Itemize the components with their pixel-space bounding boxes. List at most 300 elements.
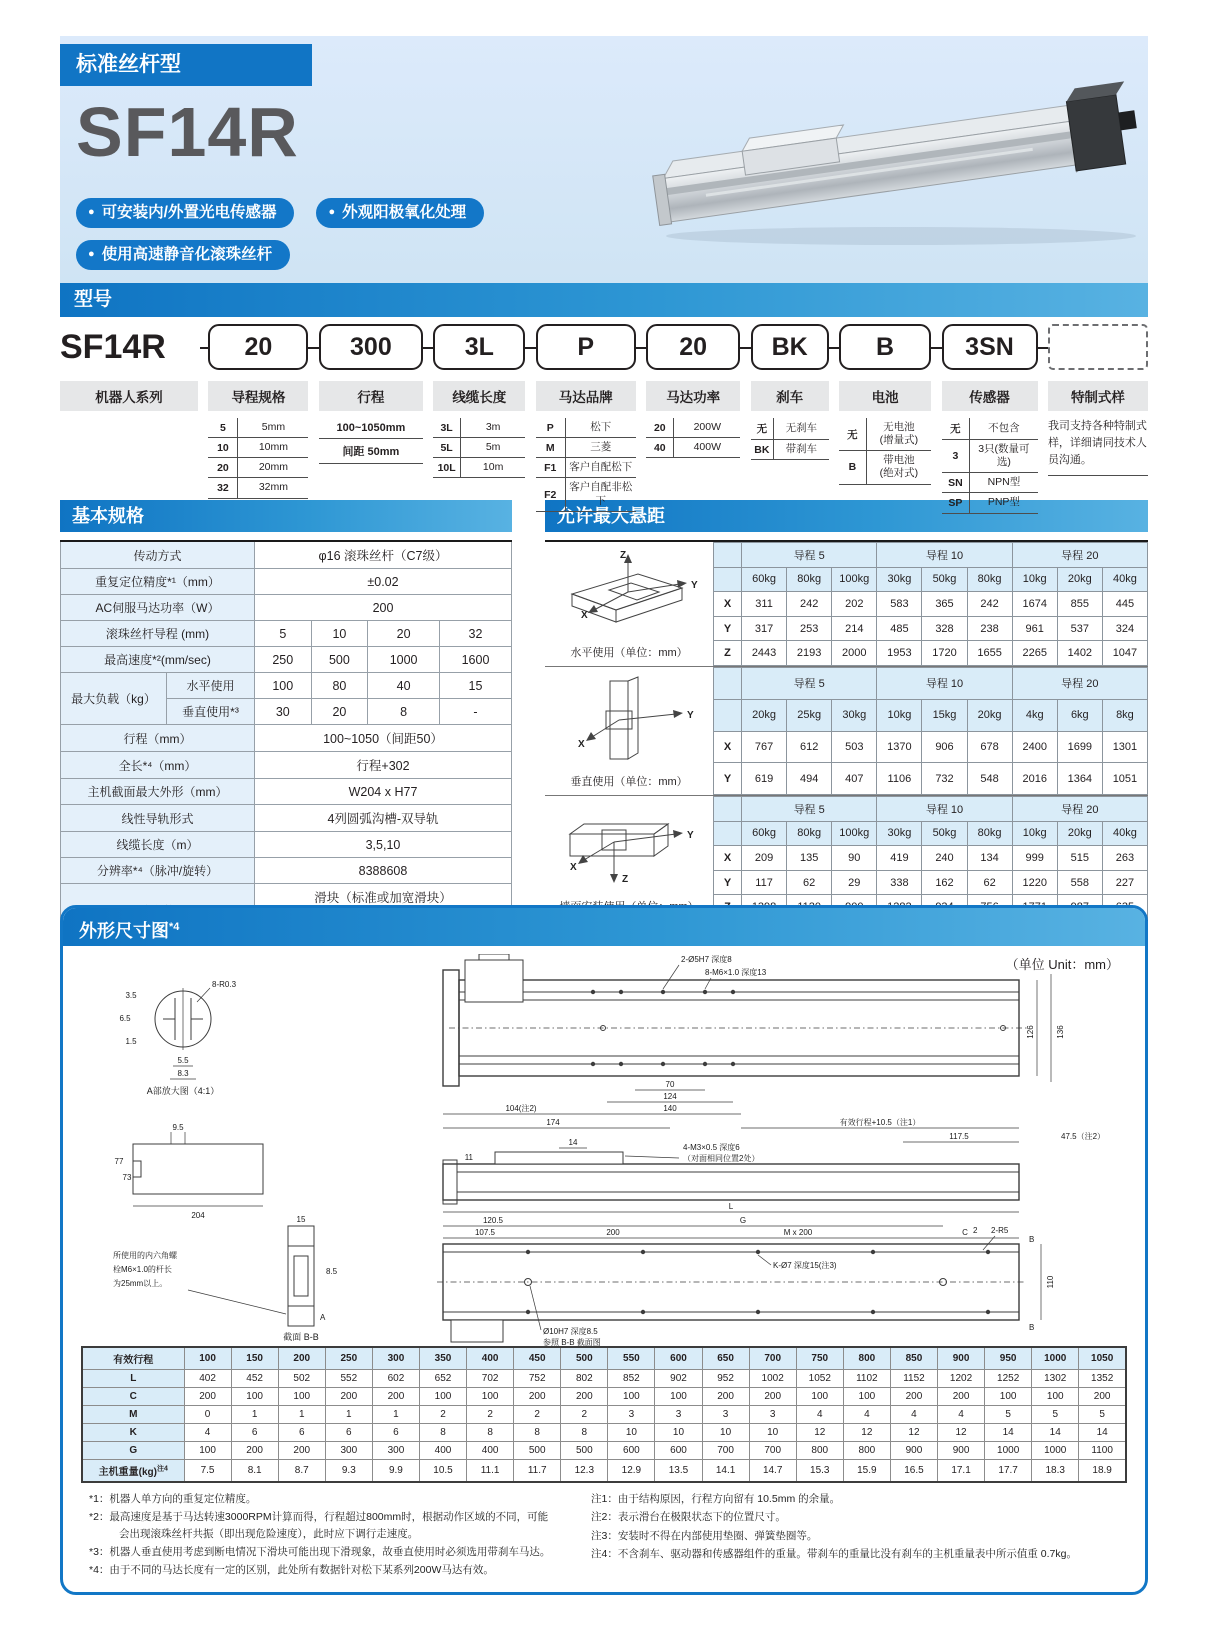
stroke-value: 12.3 — [561, 1460, 608, 1483]
dim-text: 8.5 — [326, 1267, 338, 1276]
stroke-value: 1100 — [1079, 1442, 1126, 1460]
axis-label: Y — [714, 870, 742, 895]
stroke-value: 8 — [514, 1424, 561, 1442]
stroke-value: 100 — [1032, 1388, 1079, 1406]
model-option-label: 5m — [485, 441, 501, 454]
dimension-title-sup: *4 — [169, 921, 180, 933]
overhang-value: 311 — [742, 592, 787, 617]
stroke-value: 3 — [655, 1406, 702, 1424]
overhang-value: 202 — [832, 592, 877, 617]
vertical-use-diagram — [554, 673, 704, 769]
stroke-value: 4 — [796, 1406, 843, 1424]
footnote: *2：最高速度是基于马达转速3000RPM计算而得，行程超过800mm时，根据动作区域的不同，可能会出现滚珠丝杆共振（即出现危险速度），此时应下调行走速度。 — [89, 1511, 549, 1540]
spec-label: 传动方式 — [61, 541, 255, 569]
overhang-value: 1106 — [877, 763, 922, 795]
model-column-label: 线缆长度 — [433, 381, 525, 411]
dim-text: 77 — [114, 1157, 124, 1166]
spec-label: 线缆长度（m） — [61, 832, 255, 858]
model-option-label: 无电池 (增量式) — [879, 421, 919, 447]
model-column-custom — [1048, 324, 1148, 514]
wall-mount-diagram — [554, 802, 704, 894]
model-option-code: 3L — [433, 418, 461, 437]
overhang-group-horizontal — [545, 542, 1148, 666]
overhang-value: 503 — [832, 731, 877, 763]
overhang-value: 2443 — [742, 641, 787, 666]
corner-cell — [714, 543, 742, 568]
load-header: 20kg — [1057, 567, 1102, 592]
overhang-value: 214 — [832, 616, 877, 641]
spec-value: W204 x H77 — [255, 779, 512, 805]
model-option-label: 20mm — [258, 461, 289, 474]
stroke-value: 9.9 — [372, 1460, 419, 1483]
model-option-code: 无 — [839, 418, 867, 450]
overhang-group-wall — [545, 795, 1148, 920]
model-code-box: 3SN — [942, 324, 1038, 370]
load-header: 60kg — [742, 821, 787, 846]
load-header: 50kg — [922, 821, 967, 846]
overhang-value: 134 — [967, 846, 1012, 871]
model-option-code: 20 — [208, 458, 238, 477]
stroke-value: 14.7 — [749, 1460, 796, 1483]
model-option-row — [433, 438, 525, 458]
overhang-value: 537 — [1057, 616, 1102, 641]
stroke-value: 300 — [372, 1442, 419, 1460]
overhang-value: 419 — [877, 846, 922, 871]
stroke-value: 800 — [796, 1442, 843, 1460]
dimension-panel — [60, 905, 1148, 1595]
feature-pill — [76, 198, 294, 228]
footnote: *1：机器人单方向的重复定位精度。 — [89, 1493, 257, 1505]
footnote: *4：由于不同的马达长度有一定的区别，此处所有数据针对松下某系列200W马达有效。 — [89, 1564, 494, 1577]
stroke-value: 200 — [184, 1388, 231, 1406]
overhang-value: 1220 — [1012, 870, 1057, 895]
load-header: 10kg — [877, 699, 922, 731]
stroke-value: 9.3 — [325, 1460, 372, 1483]
dim-text: 110 — [1046, 1275, 1055, 1289]
model-option-label: 400W — [693, 441, 721, 454]
model-option-code: 40 — [646, 438, 674, 457]
model-option-code: SN — [942, 473, 971, 492]
bottom-view — [437, 1216, 1055, 1346]
stroke-value: 452 — [231, 1370, 278, 1388]
stroke-value: 200 — [514, 1388, 561, 1406]
footnote: 注4：不含刹车、驱动器和传感器组件的重量。带刹车的重量比没有刹车的主机重量表中所示值重 0.7kg。 — [591, 1547, 1077, 1560]
stroke-value: 200 — [278, 1442, 325, 1460]
stroke-value: 752 — [514, 1370, 561, 1388]
stroke-value: 200 — [749, 1388, 796, 1406]
overhang-value: 583 — [877, 592, 922, 617]
overhang-value: 1655 — [967, 641, 1012, 666]
stroke-value: 100 — [419, 1388, 466, 1406]
overhang-value: 1699 — [1057, 731, 1102, 763]
model-option-code: B — [839, 451, 867, 483]
spec-value: - — [440, 699, 512, 725]
model-column-label: 机器人系列 — [60, 381, 198, 411]
stroke-value: 852 — [608, 1370, 655, 1388]
spec-sublabel: 垂直使用*³ — [167, 699, 255, 725]
footnotes — [89, 1491, 1125, 1580]
stroke-value: 3 — [608, 1406, 655, 1424]
stroke-value: 1252 — [985, 1370, 1032, 1388]
lead-header: 导程 5 — [742, 668, 877, 700]
spec-label: 分辨率*⁴（脉冲/旋转） — [61, 858, 255, 884]
stroke-value: 18.9 — [1079, 1460, 1126, 1483]
page-title: SF14R — [76, 93, 299, 171]
model-code-box: 3L — [433, 324, 525, 370]
spec-value: 40 — [368, 673, 440, 699]
model-option-label: 200W — [693, 421, 721, 433]
stroke-value: 2 — [561, 1406, 608, 1424]
stroke-header-value: 1050 — [1079, 1347, 1126, 1370]
overhang-value: 515 — [1057, 846, 1102, 871]
axis-z-label: Z — [622, 874, 629, 885]
stroke-value: 16.5 — [890, 1460, 937, 1483]
model-number-section — [60, 324, 1148, 509]
load-header: 20kg — [967, 699, 1012, 731]
dim-text: 2 — [973, 1226, 978, 1235]
model-option-code: 5 — [208, 418, 238, 437]
hole-callout: 参照 B-B 截面图 — [543, 1338, 601, 1346]
dim-text: G — [739, 1216, 747, 1225]
spec-label: 全长*⁴（mm） — [61, 752, 255, 779]
model-column-cable — [433, 324, 525, 514]
overhang-value: 263 — [1102, 846, 1147, 871]
lead-header: 导程 5 — [742, 543, 877, 568]
spec-table — [60, 540, 512, 939]
stroke-value: 8 — [419, 1424, 466, 1442]
spec-value: 32 — [440, 621, 512, 647]
stroke-value: 5 — [985, 1406, 1032, 1424]
stroke-value: 10 — [749, 1424, 796, 1442]
overhang-section — [545, 500, 1148, 922]
model-option-label2: (增量式) — [879, 434, 919, 447]
overhang-value: 485 — [877, 616, 922, 641]
stroke-value: 8.1 — [231, 1460, 278, 1483]
load-header: 25kg — [787, 699, 832, 731]
overhang-value: 324 — [1102, 616, 1147, 641]
overhang-value: 767 — [742, 731, 787, 763]
hole-callout: 4-M3×0.5 深度6 — [683, 1143, 740, 1152]
lead-header: 导程 10 — [877, 797, 1012, 822]
model-option-row — [208, 478, 308, 498]
model-option-label2: (绝对式) — [879, 467, 919, 480]
stroke-header-value: 950 — [985, 1347, 1032, 1370]
load-header: 80kg — [967, 567, 1012, 592]
overhang-value: 2265 — [1012, 641, 1057, 666]
model-option-table — [751, 418, 829, 460]
stroke-value: 2 — [514, 1406, 561, 1424]
overhang-value: 445 — [1102, 592, 1147, 617]
stroke-value: 17.7 — [985, 1460, 1032, 1483]
stroke-value: 1 — [278, 1406, 325, 1424]
spec-label: 线性导轨形式 — [61, 805, 255, 832]
model-option-label: 松下 — [590, 421, 612, 433]
stroke-value: 100 — [796, 1388, 843, 1406]
hole-callout: Ø10H7 深度8.5 — [543, 1327, 598, 1336]
stroke-value: 14.1 — [702, 1460, 749, 1483]
dim-text: 14 — [568, 1138, 578, 1147]
overhang-value: 62 — [967, 870, 1012, 895]
overhang-value: 338 — [877, 870, 922, 895]
side-view — [443, 1138, 1019, 1212]
stroke-value: 100 — [278, 1388, 325, 1406]
load-header: 30kg — [877, 567, 922, 592]
axis-label: Z — [714, 641, 742, 666]
model-option-table — [319, 418, 423, 464]
bullet-icon: ● — [88, 206, 95, 218]
overhang-value: 1047 — [1102, 641, 1147, 666]
overhang-value: 612 — [787, 731, 832, 763]
corner-cell — [714, 668, 742, 700]
model-option-label: PNP型 — [987, 496, 1020, 509]
stroke-value: 900 — [938, 1442, 985, 1460]
stroke-value: 200 — [372, 1388, 419, 1406]
dim-text: L — [728, 1202, 734, 1211]
dimension-banner — [63, 908, 1145, 946]
axis-y-label: Y — [691, 580, 698, 591]
overhang-table — [713, 667, 1148, 795]
stroke-header-value: 150 — [231, 1347, 278, 1370]
model-option-row — [839, 418, 931, 451]
overhang-table — [713, 796, 1148, 920]
overhang-value: 62 — [787, 870, 832, 895]
model-option-row — [536, 458, 636, 478]
hero-section — [60, 36, 1148, 283]
stroke-value: 6 — [372, 1424, 419, 1442]
hole-callout: 2-Ø5H7 深度8 — [681, 955, 732, 964]
load-header: 8kg — [1102, 699, 1147, 731]
overhang-value: 328 — [922, 616, 967, 641]
stroke-value: 1002 — [749, 1370, 796, 1388]
stroke-value: 14 — [1032, 1424, 1079, 1442]
stroke-value: 5 — [1032, 1406, 1079, 1424]
overhang-value: 1364 — [1057, 763, 1102, 795]
model-code-box: P — [536, 324, 636, 370]
spec-value: 250 — [255, 647, 312, 673]
stroke-value: 200 — [325, 1388, 372, 1406]
dim-text: 9.5 — [172, 1123, 184, 1132]
load-header: 100kg — [832, 567, 877, 592]
stroke-value: 1152 — [890, 1370, 937, 1388]
feature-text: 使用高速静音化滚珠丝杆 — [101, 246, 273, 263]
load-header: 15kg — [922, 699, 967, 731]
spec-value: 100~1050（间距50） — [255, 725, 512, 752]
basic-specs-banner: 基本规格 — [60, 500, 512, 532]
spec-value: 500 — [311, 647, 368, 673]
overhang-table-box — [713, 542, 1148, 666]
stroke-value: 1 — [372, 1406, 419, 1424]
stroke-value: 402 — [184, 1370, 231, 1388]
load-header: 50kg — [922, 567, 967, 592]
hole-callout: 8-M6×1.0 深度13 — [705, 968, 767, 977]
model-option-code: BK — [751, 440, 774, 459]
spec-label: 最大负载（kg） — [61, 673, 167, 725]
overhang-value: 548 — [967, 763, 1012, 795]
stroke-row-label: C — [82, 1388, 184, 1406]
footnote: *3：机器人垂直使用考虑到断电情况下滑块可能出现下滑现象，故垂直使用时必须选用带刹车马达。 — [89, 1545, 551, 1558]
stroke-value: 700 — [749, 1442, 796, 1460]
stroke-value: 200 — [231, 1442, 278, 1460]
model-option-row — [536, 478, 636, 511]
spec-label: 行程（mm） — [61, 725, 255, 752]
spec-value: ±0.02 — [255, 569, 512, 595]
spec-value: 5 — [255, 621, 312, 647]
spec-value: 15 — [440, 673, 512, 699]
dim-text: 104(注2) — [505, 1104, 537, 1113]
stroke-row-label: L — [82, 1370, 184, 1388]
stroke-value: 12 — [890, 1424, 937, 1442]
stroke-row-label: 主机重量(kg)$^{注4}$ — [82, 1460, 184, 1483]
stroke-value: 100 — [467, 1388, 514, 1406]
section-caption: 截面 B-B — [283, 1332, 319, 1342]
dimension-title: 外形尺寸图 — [79, 921, 169, 941]
stroke-table-box — [81, 1346, 1127, 1483]
lead-header: 导程 20 — [1012, 797, 1147, 822]
axis-x-label: X — [570, 862, 577, 873]
model-option-table — [839, 418, 931, 485]
spec-value: 1000 — [368, 647, 440, 673]
load-header: 30kg — [877, 821, 922, 846]
load-header: 10kg — [1012, 821, 1057, 846]
stroke-value: 802 — [561, 1370, 608, 1388]
stroke-value: 100 — [184, 1442, 231, 1460]
overhang-group-vertical — [545, 666, 1148, 795]
axis-label: X — [714, 731, 742, 763]
overhang-value: 494 — [787, 763, 832, 795]
stroke-value: 900 — [890, 1442, 937, 1460]
model-column-label: 电池 — [839, 381, 931, 411]
stroke-value: 902 — [655, 1370, 702, 1388]
model-option-label: 5mm — [261, 421, 286, 433]
axis-z-label: Z — [620, 550, 627, 561]
model-code-box: 300 — [319, 324, 423, 370]
hole-callout: K-Ø7 深度15(注3) — [773, 1261, 837, 1270]
stroke-header-value: 350 — [419, 1347, 466, 1370]
footnotes-right — [591, 1491, 1125, 1580]
dim-text: 136 — [1056, 1025, 1065, 1039]
model-option-label: 带刹车 — [785, 443, 818, 455]
model-option-row — [433, 458, 525, 478]
model-option-code: P — [536, 418, 566, 437]
overhang-value: 209 — [742, 846, 787, 871]
stroke-row-label: G — [82, 1442, 184, 1460]
lead-header: 导程 10 — [877, 668, 1012, 700]
load-header: 60kg — [742, 567, 787, 592]
stroke-value: 200 — [890, 1388, 937, 1406]
stroke-value: 12 — [843, 1424, 890, 1442]
overhang-value: 240 — [922, 846, 967, 871]
overhang-value: 365 — [922, 592, 967, 617]
stroke-value: 2 — [467, 1406, 514, 1424]
model-option-row — [208, 418, 308, 438]
overhang-value: 2016 — [1012, 763, 1057, 795]
stroke-value: 1202 — [938, 1370, 985, 1388]
stroke-value: 7.5 — [184, 1460, 231, 1483]
model-column-series — [60, 324, 198, 514]
spec-label: 最高速度*²(mm/sec) — [61, 647, 255, 673]
load-header: 40kg — [1102, 821, 1147, 846]
load-header: 20kg — [742, 699, 787, 731]
stroke-value: 15.9 — [843, 1460, 890, 1483]
axis-label: Y — [714, 763, 742, 795]
spec-value: 8 — [368, 699, 440, 725]
drawing-note: 为25mm以上。 — [113, 1279, 168, 1288]
stroke-value: 1052 — [796, 1370, 843, 1388]
dim-text: 117.5 — [949, 1132, 969, 1141]
stroke-header-value: 550 — [608, 1347, 655, 1370]
model-column-battery — [839, 324, 931, 514]
dim-text: 204 — [191, 1211, 205, 1220]
stroke-header-value: 800 — [843, 1347, 890, 1370]
model-option-code: 10L — [433, 458, 461, 477]
stroke-value: 652 — [419, 1370, 466, 1388]
model-option-row — [433, 418, 525, 438]
stroke-value: 200 — [938, 1388, 985, 1406]
model-option-code: 20 — [646, 418, 674, 437]
axis-x-label: X — [581, 610, 588, 621]
dim-text: 3.5 — [125, 991, 137, 1000]
dim-text: 1.5 — [125, 1037, 137, 1046]
overhang-value: 253 — [787, 616, 832, 641]
model-column-label: 马达品牌 — [536, 381, 636, 411]
dim-text: M x 200 — [783, 1228, 813, 1237]
model-option-row — [208, 438, 308, 458]
feature-pill-row — [76, 198, 484, 228]
load-header: 4kg — [1012, 699, 1057, 731]
spec-value: 80 — [311, 673, 368, 699]
load-header: 40kg — [1102, 567, 1147, 592]
stroke-value: 502 — [278, 1370, 325, 1388]
load-header: 20kg — [1057, 821, 1102, 846]
overhang-tables — [545, 540, 1148, 922]
stroke-value: 3 — [702, 1406, 749, 1424]
stroke-value: 10.5 — [419, 1460, 466, 1483]
model-column-label: 导程规格 — [208, 381, 308, 411]
overhang-value: 238 — [967, 616, 1012, 641]
stroke-value: 4 — [890, 1406, 937, 1424]
overhang-value: 558 — [1057, 870, 1102, 895]
outline-drawing — [73, 954, 1133, 1346]
spec-value: 3,5,10 — [255, 832, 512, 858]
stroke-value: 700 — [702, 1442, 749, 1460]
spec-value: 8388608 — [255, 858, 512, 884]
drawing-note: 所使用的内六角螺 — [113, 1251, 177, 1260]
overhang-value: 1301 — [1102, 731, 1147, 763]
stroke-value: 8.7 — [278, 1460, 325, 1483]
stroke-header-value: 600 — [655, 1347, 702, 1370]
model-option-row — [536, 438, 636, 458]
stroke-value: 1000 — [985, 1442, 1032, 1460]
model-option-label: 32mm — [258, 481, 289, 494]
stroke-value: 500 — [561, 1442, 608, 1460]
model-option-code: 3 — [942, 440, 971, 472]
overhang-value: 242 — [787, 592, 832, 617]
stroke-value: 10 — [608, 1424, 655, 1442]
overhang-value: 1370 — [877, 731, 922, 763]
spec-value: φ16 滚珠丝杆（C7级） — [255, 541, 512, 569]
stroke-value: 602 — [372, 1370, 419, 1388]
drawing-note: 栓M6×1.0的杆长 — [113, 1265, 172, 1274]
feature-text: 外观阳极氧化处理 — [342, 204, 467, 221]
spec-value: 行程+302 — [255, 752, 512, 779]
feature-pill — [316, 198, 484, 228]
overhang-value: 1051 — [1102, 763, 1147, 795]
model-option-label: 3只(数量可选) — [978, 443, 1030, 469]
model-option-note: 我司支持各种特制式样，详细请同技术人员沟通。 — [1048, 418, 1148, 476]
overhang-caption: 垂直使用（单位：mm） — [570, 776, 688, 788]
bullet-icon: ● — [328, 206, 336, 218]
stroke-value: 800 — [843, 1442, 890, 1460]
